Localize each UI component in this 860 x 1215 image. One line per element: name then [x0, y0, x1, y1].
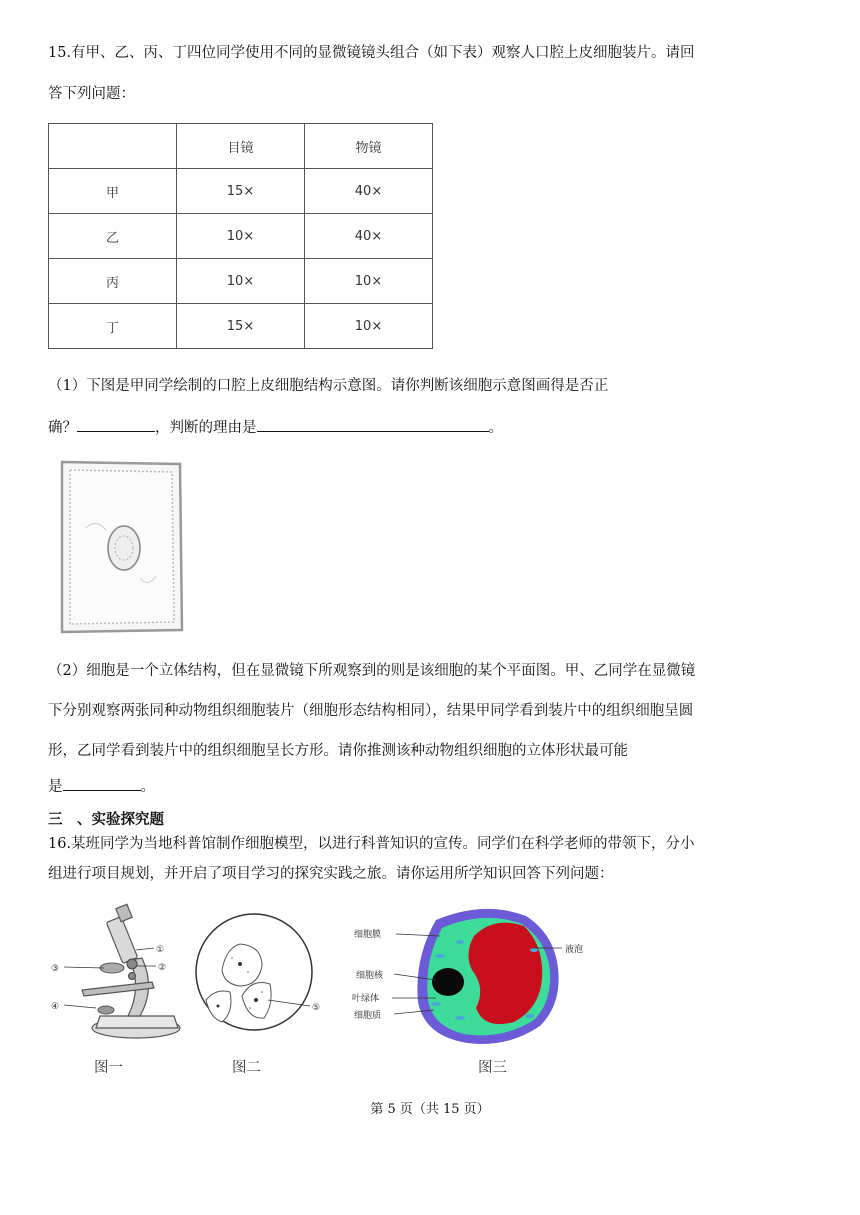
figure-2-caption: 图二 [232, 1060, 261, 1076]
q15-part1-text-b: ，判断的理由是 [155, 420, 257, 436]
table-row [49, 259, 433, 304]
marker-3: ③ [51, 964, 60, 974]
q16-stem-line2: 组进行项目规划，并开启了项目学习的探究实践之旅。请你运用所学知识回答下列问题： [48, 866, 614, 882]
q15-part1-line1: （1）下图是甲同学绘制的口腔上皮细胞结构示意图。请你判断该细胞示意图画得是否正 [48, 378, 609, 394]
q15-part2-line3: 形，乙同学看到装片中的组织细胞呈长方形。请你推测该种动物组织细胞的立体形状最可能 [48, 743, 628, 759]
q15-part2-line1: （2）细胞是一个立体结构，但在显微镜下所观察到的则是该细胞的某个平面图。甲、乙同学在显微镜 [48, 663, 696, 679]
q15-stem-line2: 答下列问题： [48, 86, 135, 102]
q16-stem-line1: 16.某班同学为当地科普馆制作细胞模型，以进行科普知识的宣传。同学们在科学老师的带领下，分小 [48, 836, 695, 852]
table-row [49, 304, 433, 349]
marker-4: ④ [51, 1002, 60, 1012]
table-cell: 40× [305, 214, 433, 259]
q15-part2-line4 [48, 776, 155, 797]
table-cell: 10× [177, 214, 305, 259]
q15-part2-line2: 下分别观察两张同种动物组织细胞装片（细胞形态结构相同），结果甲同学看到装片中的组织细胞呈圆 [48, 703, 694, 719]
figure-1-caption: 图一 [94, 1060, 123, 1076]
table-header-row [49, 124, 433, 169]
marker-5: ⑤ [312, 1003, 321, 1013]
table-header-cell [49, 124, 177, 169]
answer-blank-shape[interactable] [63, 776, 141, 791]
field-of-view-figure [192, 908, 332, 1040]
plant-cell-figure [344, 898, 604, 1048]
q15-part2-text-a: 是 [48, 779, 63, 795]
cell-sketch-figure [56, 458, 186, 636]
table-cell: 15× [177, 169, 305, 214]
table-cell: 甲 [49, 169, 177, 214]
q15-part1-text-a: 确？ [48, 420, 77, 436]
table-header-cell: 目镜 [177, 124, 305, 169]
table-cell: 10× [305, 304, 433, 349]
table-cell: 乙 [49, 214, 177, 259]
table-cell: 丁 [49, 304, 177, 349]
table-cell: 15× [177, 304, 305, 349]
marker-2: ② [158, 963, 167, 973]
lens-table [48, 123, 433, 349]
section-title: 三 、实验探究题 [48, 812, 164, 828]
answer-blank-correctness[interactable] [77, 417, 155, 432]
label-chloroplast: 叶绿体 [352, 994, 380, 1004]
label-vacuole: 液泡 [565, 945, 584, 955]
marker-1: ① [156, 945, 165, 955]
label-nucleus: 细胞核 [356, 971, 384, 981]
label-cytoplasm: 细胞质 [354, 1011, 382, 1021]
answer-blank-reason[interactable] [257, 417, 489, 432]
table-cell: 丙 [49, 259, 177, 304]
q15-stem-line1: 15.有甲、乙、丙、丁四位同学使用不同的显微镜镜头组合（如下表）观察人口腔上皮细胞装片。请回 [48, 45, 695, 61]
table-row [49, 169, 433, 214]
microscope-figure [44, 898, 184, 1046]
label-membrane: 细胞膜 [354, 930, 382, 940]
table-header-cell: 物镜 [305, 124, 433, 169]
table-cell: 10× [305, 259, 433, 304]
table-cell: 40× [305, 169, 433, 214]
figure-3-caption: 图三 [478, 1060, 507, 1076]
page-footer: 第 5 页（共 15 页） [370, 1102, 490, 1117]
q15-part2-text-b: 。 [140, 779, 155, 795]
table-cell: 10× [177, 259, 305, 304]
table-row [49, 214, 433, 259]
q15-part1-line2 [48, 417, 503, 438]
q15-part1-text-c: 。 [488, 420, 503, 436]
